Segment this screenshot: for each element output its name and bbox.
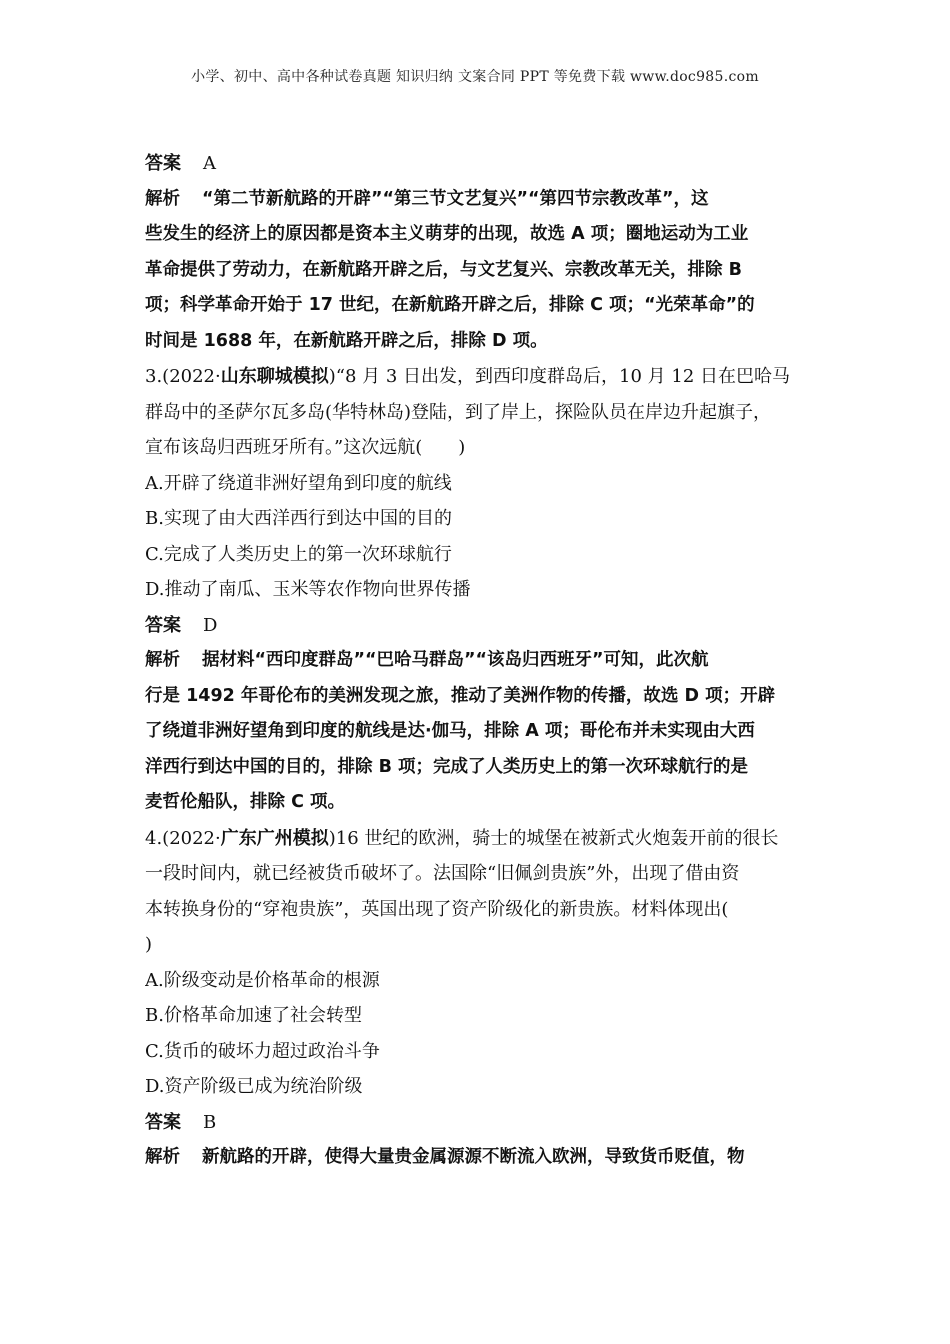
question-stem-line: 本转换身份的“穿袍贵族”，英国出现了资产阶级化的新贵族。材料体现出( xyxy=(145,898,729,920)
option-a: A.开辟了绕道非洲好望角到印度的航线 xyxy=(145,472,452,494)
analysis-line xyxy=(145,182,825,218)
analysis-text: 新航路的开辟，使得大量贵金属源源不断流入欧洲，导致货币贬值，物 xyxy=(202,1147,745,1167)
analysis-text: “第二节新航路的开辟”“第三节文艺复兴”“第四节宗教改革”，这 xyxy=(202,188,709,209)
answer-line xyxy=(145,1105,825,1141)
analysis-line: 洋西行到达中国的目的，排除 B 项；完成了人类历史上的第一次环球航行的是 xyxy=(145,756,749,777)
option-d: D.推动了南瓜、玉米等农作物向世界传播 xyxy=(145,579,471,600)
option-c: C.货币的破坏力超过政治斗争 xyxy=(145,1040,380,1062)
document-body xyxy=(145,146,825,1176)
question-source: 广东广州模拟 xyxy=(220,827,329,849)
option-c: C.完成了人类历史上的第一次环球航行 xyxy=(145,543,452,565)
answer-line xyxy=(145,146,825,182)
question-stem xyxy=(145,821,825,857)
analysis-label: 解析 xyxy=(145,650,180,670)
question-stem-line: 宣布该岛归西班牙所有。”这次远航( ) xyxy=(145,437,466,458)
question-source: 山东聊城模拟 xyxy=(220,366,329,387)
analysis-line: 了绕道非洲好望角到印度的航线是达·伽马，排除 A 项；哥伦布并未实现由大西 xyxy=(145,721,755,741)
question-stem-line: 一段时间内，就已经被货币破坏了。法国除“旧佩剑贵族”外，出现了借由资 xyxy=(145,863,740,884)
analysis-line xyxy=(145,1140,825,1176)
analysis-line xyxy=(145,643,825,679)
option-b: B.实现了由大西洋西行到达中国的目的 xyxy=(145,508,452,529)
analysis-text: 据材料“西印度群岛”“巴哈马群岛”“该岛归西班牙”可知，此次航 xyxy=(202,650,709,670)
option-a: A.阶级变动是价格革命的根源 xyxy=(145,969,380,991)
answer-value: D xyxy=(203,614,218,636)
analysis-line: 项；科学革命开始于 17 世纪，在新航路开辟之后，排除 C 项；“光荣革命”的 xyxy=(145,295,755,315)
question-number: 4.(2022· xyxy=(145,827,221,849)
option-d: D.资产阶级已成为统治阶级 xyxy=(145,1076,363,1097)
answer-value: B xyxy=(203,1111,217,1133)
question-number: 3.(2022· xyxy=(145,366,221,387)
answer-line xyxy=(145,608,825,644)
analysis-label: 解析 xyxy=(145,188,180,209)
analysis-line: 革命提供了劳动力，在新航路开辟之后，与文艺复兴、宗教改革无关，排除 B xyxy=(145,259,742,280)
question-stem xyxy=(145,359,825,395)
question-text: )“8 月 3 日出发，到西印度群岛后，10 月 12 日在巴哈马 xyxy=(328,366,790,387)
page-header: 小学、初中、高中各种试卷真题 知识归纳 文案合同 PPT 等免费下载 www.doc985.com xyxy=(191,69,759,85)
analysis-line: 时间是 1688 年，在新航路开辟之后，排除 D 项。 xyxy=(145,330,548,351)
analysis-line: 麦哲伦船队，排除 C 项。 xyxy=(145,792,346,812)
analysis-line: 些发生的经济上的原因都是资本主义萌芽的出现，故选 A 项；圈地运动为工业 xyxy=(145,224,749,244)
question-stem-line: ) xyxy=(145,934,153,955)
answer-label: 答案 xyxy=(145,614,181,636)
answer-label: 答案 xyxy=(145,153,181,174)
analysis-label: 解析 xyxy=(145,1147,180,1167)
answer-label: 答案 xyxy=(145,1111,181,1133)
answer-value: A xyxy=(203,153,216,174)
option-b: B.价格革命加速了社会转型 xyxy=(145,1005,362,1026)
question-text: )16 世纪的欧洲，骑士的城堡在被新式火炮轰开前的很长 xyxy=(328,827,779,849)
analysis-line: 行是 1492 年哥伦布的美洲发现之旅，推动了美洲作物的传播，故选 D 项；开辟 xyxy=(145,685,776,706)
question-stem-line: 群岛中的圣萨尔瓦多岛(华特林岛)登陆，到了岸上，探险队员在岸边升起旗子， xyxy=(145,401,772,423)
